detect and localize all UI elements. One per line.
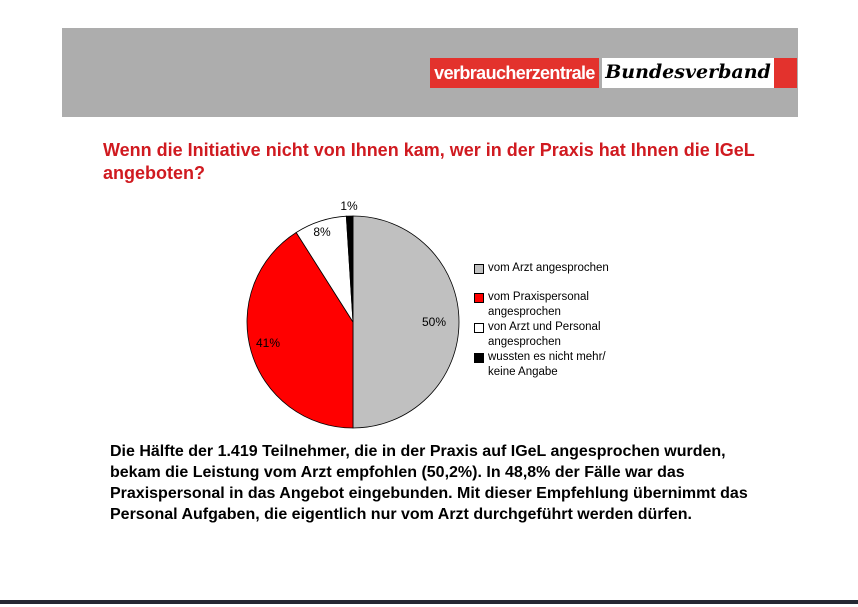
logo-secondary-text: Bundesverband bbox=[605, 61, 771, 83]
legend-item-praxispersonal bbox=[474, 290, 674, 320]
footer-divider bbox=[0, 600, 858, 604]
legend-label: vom Arzt angesprochen bbox=[488, 262, 609, 274]
slide-title-line-2: angeboten? bbox=[103, 163, 205, 183]
legend-item-arzt bbox=[474, 261, 674, 276]
legend-swatch-black bbox=[474, 353, 484, 363]
pie-label-41pct: 41% bbox=[255, 336, 281, 350]
legend-label: vom Praxispersonal angesprochen bbox=[488, 291, 589, 318]
legend-swatch-gray bbox=[474, 264, 484, 274]
pie-label-8pct: 8% bbox=[313, 225, 331, 239]
pie-label-50pct: 50% bbox=[421, 315, 447, 329]
slide-title-line-1: Wenn die Initiative nicht von Ihnen kam, wer in der Praxis hat Ihnen die IGeL bbox=[103, 140, 755, 160]
summary-paragraph bbox=[110, 441, 830, 525]
summary-line-1: Die Hälfte der 1.419 Teilnehmer, die in der Praxis auf IGeL angesprochen wurden, bbox=[110, 443, 726, 460]
legend-label: wussten es nicht mehr/ keine Angabe bbox=[488, 351, 606, 378]
pie-label-1pct: 1% bbox=[340, 199, 358, 213]
legend-swatch-red bbox=[474, 293, 484, 303]
legend-item-arzt-und-personal bbox=[474, 320, 674, 350]
legend-swatch-white bbox=[474, 323, 484, 333]
summary-line-4: Personal Aufgaben, die eigentlich nur vom Arzt durchgeführt werden dürfen. bbox=[110, 506, 692, 523]
logo-verbraucherzentrale bbox=[430, 58, 599, 88]
legend-label: von Arzt und Personal angesprochen bbox=[488, 321, 601, 348]
summary-line-2: bekam die Leistung vom Arzt empfohlen (50,2%). In 48,8% der Fälle war das bbox=[110, 464, 685, 481]
logo-red-square bbox=[774, 58, 797, 88]
summary-line-3: Praxispersonal in das Angebot eingebunden. Mit dieser Empfehlung übernimmt das bbox=[110, 485, 748, 502]
legend-item-keine-angabe bbox=[474, 350, 674, 380]
logo-primary-text: verbraucherzentrale bbox=[434, 63, 595, 83]
logo-bundesverband bbox=[602, 58, 774, 88]
slide-title bbox=[103, 139, 755, 185]
chart-legend bbox=[474, 261, 674, 380]
